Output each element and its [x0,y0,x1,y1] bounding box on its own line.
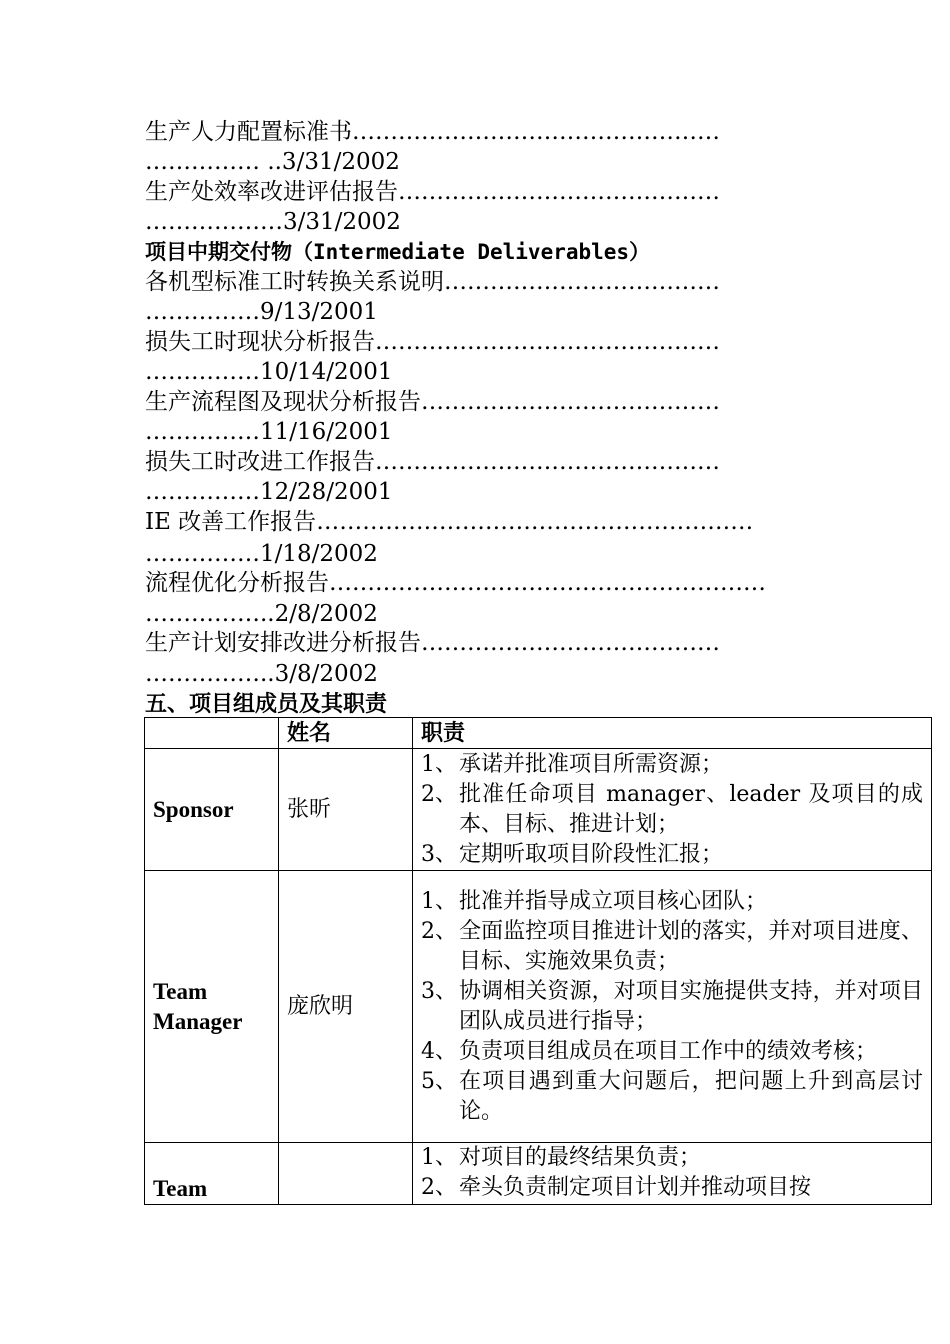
header-role [145,718,279,749]
section-heading: 五、项目组成员及其职责 [145,691,388,717]
table-row [145,1143,932,1205]
duty-item: 3、 定期听取项目阶段性汇报； [421,841,724,867]
dot-leader: ………………………………… [421,389,720,415]
dot-leader: ………………………………………………… [316,509,754,535]
deliverable-date: 11/16/2001 [260,419,393,445]
deliverable-date-line [145,417,825,447]
deliverable-date: 12/28/2001 [260,479,393,505]
deliverable-date-line [145,357,825,387]
duty-item: 1、 批准并指导成立项目核心团队； [421,888,768,914]
deliverable-date: ..3/31/2002 [267,149,400,175]
table-header-row [145,718,932,749]
deliverable-name: 各机型标准工时转换关系说明 [145,269,444,295]
deliverable-date: 1/18/2002 [260,541,378,567]
duty-item: 2、 牵头负责制定项目计划并推动项目按 [421,1175,812,1200]
duty-item: 2、 全面监控项目推进计划的落实，并对项目进度、目标、实施效果负责； [421,918,923,974]
deliverable-name: 生产人力配置标准书 [145,119,352,145]
deliverable-name: 损失工时改进工作报告 [145,449,375,475]
deliverable-date-line [145,477,825,507]
deliverable-date-line [145,297,825,327]
dot-leader: ………………………………………… [352,119,720,145]
deliverable-date: 3/31/2002 [283,209,401,235]
deliverable-date-line [145,147,825,177]
duties-cell [413,749,932,871]
dot-leader: …………………………………… [398,179,720,205]
deliverable-line [145,267,825,297]
dot-leader: ………………………………… [421,630,720,656]
dot-leader: …………… [145,541,260,567]
duty-item: 5、 在项目遇到重大问题后，把问题上升到高层讨论。 [421,1068,923,1124]
dot-leader: ……………… [145,209,283,235]
name-cell [279,1143,413,1205]
deliverable-date-line [145,539,825,569]
deliverable-name: 生产处效率改进评估报告 [145,179,398,205]
deliverable-date-line [145,659,825,689]
deliverable-date: ..3/8/2002 [260,661,378,687]
deliverable-line [145,327,825,357]
deliverable-name: 损失工时现状分析报告 [145,329,375,355]
intermediate-heading: 项目中期交付物（Intermediate Deliverables） [145,240,651,264]
deliverable-name: 流程优化分析报告 [145,570,329,596]
deliverable-line [145,387,825,417]
role-cell: Team [145,1143,279,1205]
deliverable-date: 9/13/2001 [260,299,378,325]
duty-list [421,750,923,870]
dot-leader: …………… [145,479,260,505]
duty-item: 4、 负责项目组成员在项目工作中的绩效考核； [421,1038,878,1064]
role-cell: Sponsor [145,749,279,871]
deliverable-line [145,507,825,537]
deliverable-line [145,628,825,658]
dot-leader: ……………………………… [444,269,720,295]
role-cell: Team Manager [145,871,279,1143]
dot-leader: ……………………………………… [375,329,720,355]
duty-item: 1、 承诺并批准项目所需资源； [421,751,724,777]
duty-item: 2、 批准任命项目 manager、leader 及项目的成本、目标、推进计划； [421,781,923,837]
duty-item: 3、 协调相关资源，对项目实施提供支持，并对项目团队成员进行指导； [421,978,923,1034]
name-cell: 张昕 [279,749,413,871]
deliverable-name: IE 改善工作报告 [145,509,317,535]
deliverable-name: 生产计划安排改进分析报告 [145,630,421,656]
table-row [145,749,932,871]
table-row [145,871,932,1143]
deliverable-line [145,177,825,207]
duty-item: 1、 对项目的最终结果负责； [421,1145,702,1170]
deliverable-line [145,568,825,598]
dot-leader: …………… [145,661,260,687]
dot-leader: ……………………………………… [375,449,720,475]
header-name: 姓名 [279,718,413,749]
dot-leader: …………… [145,149,260,175]
dot-leader: …………… [145,601,260,627]
deliverable-date-line [145,207,825,237]
duties-cell [413,1143,932,1205]
header-duties: 职责 [413,718,932,749]
dot-leader: …………… [145,299,260,325]
name-cell: 庞欣明 [279,871,413,1143]
deliverable-name: 生产流程图及现状分析报告 [145,389,421,415]
deliverable-date: 10/14/2001 [260,359,393,385]
dot-leader: …………… [145,419,260,445]
deliverable-date: ..2/8/2002 [260,601,378,627]
dot-leader: ………………………………………………… [329,570,766,596]
dot-leader: …………… [145,359,260,385]
deliverable-date-line [145,599,825,629]
duties-cell [413,871,932,1143]
duty-list [421,1143,923,1203]
deliverable-line [145,447,825,477]
duty-list [421,887,923,1127]
roles-table [144,717,932,1205]
deliverable-line [145,117,825,147]
